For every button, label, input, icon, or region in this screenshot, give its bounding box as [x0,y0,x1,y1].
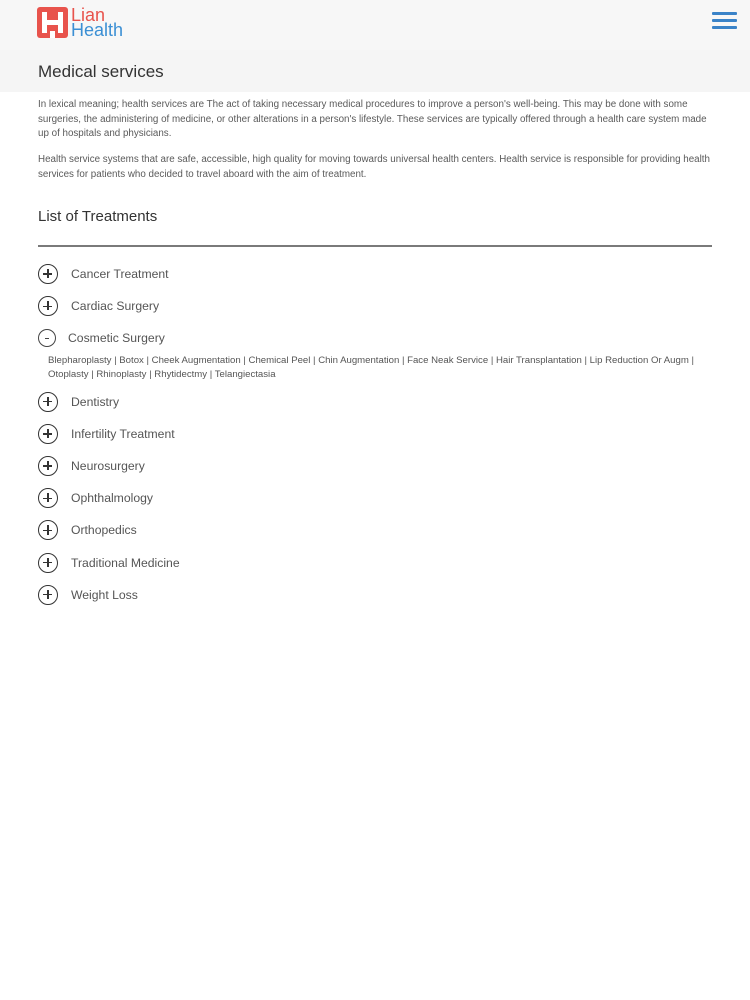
treatment-label[interactable]: Dentistry [71,394,120,409]
plus-circle-icon[interactable] [38,553,58,573]
plus-circle-icon[interactable] [38,264,58,284]
treatment-label[interactable]: Cancer Treatment [71,267,169,282]
treatment-item[interactable] [38,514,712,546]
plus-circle-icon[interactable] [38,585,58,605]
treatment-item[interactable] [38,450,712,482]
section-divider [38,245,712,247]
treatment-item[interactable] [38,579,712,611]
plus-circle-icon[interactable] [38,520,58,540]
treatment-item[interactable] [38,258,712,290]
procedure-list[interactable]: Blepharoplasty | Botox | Cheek Augmentation | Chemical Peel | Chin Augmentation | Face Neak Service | Hair Transplantation | Lip Reduction Or Augm | Otoplasty | Rhinoplasty | Rhytidectmy | Telangiectasia [48,354,694,381]
treatment-item[interactable] [38,418,712,450]
page-title: Medical services [38,62,164,81]
treatment-item[interactable] [38,386,712,418]
treatment-label[interactable]: Weight Loss [71,587,138,602]
logo-line1: Lian [71,4,106,25]
treatment-item[interactable] [38,322,712,382]
logo-text [71,4,124,40]
minus-circle-icon[interactable] [38,329,56,347]
intro-paragraph-2: Health service systems that are safe, accessible, high quality for moving towards universal health centers. Health service is responsible for providing health services for patients who decided to travel aboard with the aim of treatment. [38,154,710,180]
treatment-label[interactable]: Neurosurgery [71,459,145,474]
treatment-label[interactable]: Infertility Treatment [71,426,175,441]
treatment-list [38,258,712,611]
treatment-item[interactable] [38,547,712,579]
treatment-label[interactable]: Cosmetic Surgery [68,331,165,346]
treatment-label[interactable]: Cardiac Surgery [71,299,160,314]
plus-circle-icon[interactable] [38,392,58,412]
plus-circle-icon[interactable] [38,488,58,508]
logo[interactable] [37,4,124,40]
treatment-item[interactable] [38,290,712,322]
treatment-label[interactable]: Orthopedics [71,523,137,538]
plus-circle-icon[interactable] [38,424,58,444]
treatment-item[interactable] [38,482,712,514]
plus-circle-icon[interactable] [38,296,58,316]
hamburger-menu-icon[interactable] [712,12,737,33]
plus-circle-icon[interactable] [38,456,58,476]
treatment-label[interactable]: Ophthalmology [71,491,153,506]
logo-line2: Health [71,19,124,40]
treatments-title: List of Treatments [38,208,158,225]
lian-health-logo-icon [37,7,68,38]
intro-paragraph-1: In lexical meaning; health services are The act of taking necessary medical procedures to improve a person's well-being. This may be done with some surgeries, the administering of medicine, or other alterations in a person's lifestyle. These services are typically offered through a health care system made up of hospitals and physicians. [38,99,707,140]
treatment-label[interactable]: Traditional Medicine [71,555,180,570]
